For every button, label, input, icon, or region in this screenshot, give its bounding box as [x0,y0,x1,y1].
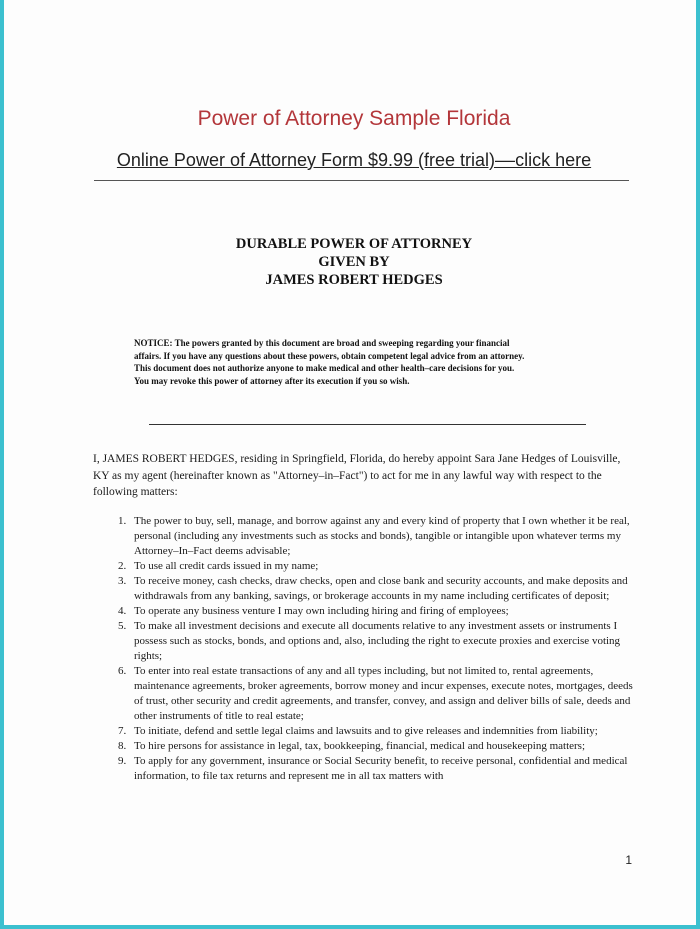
notice-block [134,337,604,387]
separator-line [149,424,586,425]
notice-line: NOTICE: The powers granted by this document are broad and sweeping regarding your financial [134,338,510,348]
list-item [118,664,638,724]
page-title: Power of Attorney Sample Florida [197,107,511,130]
intro-paragraph: I, JAMES ROBERT HEDGES, residing in Springfield, Florida, do hereby appoint Sara Jane Hedges of Louisville, KY as my agent (hereinafter known as "Attorney–in–Fact") to act for me in any lawful way with respect to the following matters: [93,453,621,498]
powers-list [118,514,638,784]
document-heading [4,235,700,289]
heading-line-2: GIVEN BY [318,254,390,270]
list-item [118,724,638,739]
heading-line-3: JAMES ROBERT HEDGES [265,272,443,288]
item-number: 9. [118,755,127,767]
header-divider [94,180,629,181]
item-text: To initiate, defend and settle legal claims and lawsuits and to give releases and indemnities from liability; [134,725,598,737]
item-text: To operate any business venture I may own including hiring and firing of employees; [134,605,509,617]
heading-line-1: DURABLE POWER OF ATTORNEY [235,236,473,252]
item-number: 4. [118,605,127,617]
item-text: To use all credit cards issued in my name; [134,560,319,572]
item-number: 7. [118,725,127,737]
item-text: To receive money, cash checks, draw checks, open and close bank and security accounts, and make deposits and withdrawals from any banking, savings, or brokerage accounts in my name including certificates of deposit; [134,575,628,602]
item-number: 6. [118,665,127,677]
list-item [118,619,638,664]
notice-line: You may revoke this power of attorney after its execution if you so wish. [134,375,410,386]
notice-line: This document does not authorize anyone to make medical and other health–care decisions for you. [134,363,515,374]
list-item [118,559,638,574]
item-number: 3. [118,575,127,587]
item-number: 1. [118,515,127,527]
item-text: To make all investment decisions and execute all documents relative to any investment assets or instruments I possess such as stocks, bonds, and options and, also, including the right to execute proxies and exercise voting rights; [134,620,621,662]
list-item [118,514,638,559]
item-text: To apply for any government, insurance or Social Security benefit, to receive personal, confidential and medical information, to file tax returns and represent me in all tax matters with [134,755,628,782]
item-text: The power to buy, sell, manage, and borrow against any and every kind of property that I own whether it be real, personal (including any investments such as stocks and bonds), tangible or intangible upon whatever terms my Attorney–In–Fact deems advisable; [134,515,630,557]
item-text: To enter into real estate transactions of any and all types including, but not limited to, rental agreements, maintenance agreements, broker agreements, borrow money and incur expenses, execute notes, mortgages, deeds of trust, other security and credit agreements, and transfer, convey, and assign and deliver bills of sale, deeds and other instruments of title to real estate; [134,665,633,722]
notice-line: affairs. If you have any questions about these powers, obtain competent legal advice from an attorney. [134,350,525,361]
list-item [118,574,638,604]
list-item [118,604,638,619]
list-item [118,754,638,784]
page-number: 1 [625,853,632,867]
item-number: 8. [118,740,127,752]
list-item [118,739,638,754]
item-text: To hire persons for assistance in legal, tax, bookkeeping, financial, medical and housekeeping matters; [134,740,586,752]
intro-paragraph-wrapper [93,451,638,501]
item-number: 5. [118,620,127,632]
online-form-link[interactable]: Online Power of Attorney Form $9.99 (free trial)––click here [116,150,592,170]
item-number: 2. [118,560,127,572]
